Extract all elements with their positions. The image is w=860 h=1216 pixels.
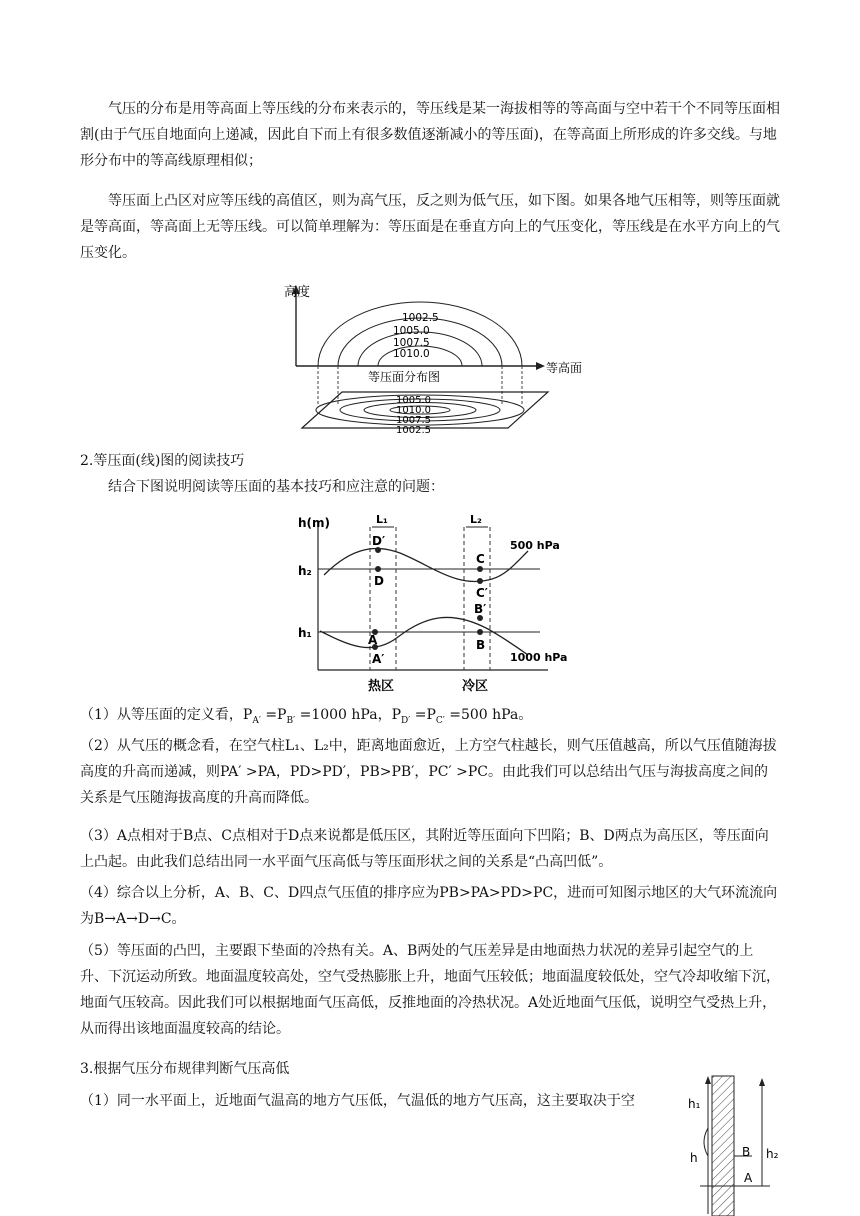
- fig3-h1-label: h₁: [688, 1097, 701, 1111]
- fig2-point-c-prime: C′: [476, 586, 488, 600]
- fig2-point-a: A: [368, 633, 378, 647]
- fig2-1000hpa-curve: [320, 617, 528, 655]
- fig2-500hpa-curve: [324, 548, 528, 581]
- fig2-cold-zone-label: 冷区: [462, 679, 489, 694]
- fig1-arc-label-2: 1005.0: [393, 325, 430, 337]
- paragraph-convex-high: 等压面上凸区对应等压线的高值区，则为高气压，反之则为低气压，如下图。如果各地气压相等，则等压面就是等高面，等高面上无等压线。可以简单理解为：等压面是在垂直方向上的气压变化，等压线是在水平方向上的气压变化。: [80, 193, 780, 261]
- fig2-point-d-prime: D′: [372, 534, 386, 548]
- isobaric-surface-figure: [262, 280, 592, 436]
- fig1-ring-label-1: 1005.0: [396, 395, 431, 406]
- fig1-y-label: 高度: [284, 285, 311, 300]
- fig2-l1-label: L₁: [376, 513, 388, 526]
- fig2-y-label: h(m): [298, 516, 331, 530]
- paragraph-figure-intro: 结合下图说明阅读等压面的基本技巧和应注意的问题：: [108, 479, 444, 495]
- paragraph-isobar-definition: 气压的分布是用等高面上等压线的分布来表示的，等压线是某一海拔相等的等高面与空中若干个不同等压面相割(由于气压自地面向上递减，因此自下而上有很多数值逐渐减小的等压面)，在等高面上所形成的许多交线。与地形分布中的等高线原理相似；: [80, 101, 780, 169]
- item-4: （4）综合以上分析，A、B、C、D四点气压值的排序应为PB>PA>PD>PC，进而可知图示地区的大气环流流向为B→A→D→C。: [80, 885, 778, 927]
- item-2: （2）从气压的概念看，在空气柱L₁、L₂中，距离地面愈近，上方空气柱越长，则气压值越高，所以气压值随海拔高度的升高而递减，则PA′ >PA，PD>PD′，PB>PB′，PC′ >PC。由此我们可以总结出气压与海拔高度之间的关系是气压随海拔高度的升高而降低。: [80, 738, 777, 806]
- fig3-b-label: B: [742, 1145, 751, 1159]
- fig2-point-c: C: [476, 552, 485, 566]
- fig2-h1-label: h₁: [298, 626, 312, 640]
- fig2-point-a-prime: A′: [372, 652, 385, 666]
- isobaric-reading-figure: [292, 505, 582, 695]
- item-3: （3）A点相对于B点、C点相对于D点来说都是低压区，其附近等压面向下凹陷；B、D两点为高压区，等压面向上凸起。由此我们总结出同一水平面气压高低与等压面形状之间的关系是“凸高凹低”。: [80, 828, 769, 870]
- fig3-h2-label: h₂: [766, 1147, 779, 1161]
- fig2-500hpa-label: 500 hPa: [510, 539, 560, 552]
- fig1-arc-label-1: 1002.5: [402, 312, 439, 324]
- fig1-ring-label-2: 1010.0: [396, 405, 431, 416]
- fig2-h2-label: h₂: [298, 564, 312, 578]
- item-1: （1）从等压面的定义看，$P_{A'} =P_{B'} =1000$ hPa，$P_{D'} =P_{C'} =500$ hPa。: [80, 707, 533, 726]
- section-heading-3: 3.根据气压分布规律判断气压高低: [80, 1061, 290, 1077]
- fig2-1000hpa-label: 1000 hPa: [510, 651, 568, 664]
- fig1-arc-label-3: 1007.5: [393, 337, 430, 349]
- fig2-point-b: B: [476, 638, 486, 652]
- fig1-x-label: 等高面: [546, 361, 583, 375]
- section-heading-2: 2.等压面(线)图的阅读技巧: [80, 453, 245, 469]
- item-6: （1）同一水平面上，近地面气温高的地方气压低，气温低的地方气压高，这主要取决于空: [80, 1093, 635, 1109]
- fig1-arc-label-4: 1010.0: [393, 348, 430, 360]
- fig3-a-label: A: [744, 1171, 753, 1185]
- fig2-point-d: D: [374, 574, 384, 588]
- fig2-hot-zone-label: 热区: [368, 679, 395, 694]
- fig2-l2-label: L₂: [470, 513, 482, 526]
- item-5: （5）等压面的凸凹，主要跟下垫面的冷热有关。A、B两处的气压差异是由地面热力状况的差异引起空气的上升、下沉运动所致。地面温度较高处，空气受热膨胀上升，地面气压较低；地面温度较低处，空气冷却收缩下沉，地面气压较高。因此我们可以根据地面气压高低，反推地面的冷热状况。A处近地面气压低，说明空气受热上升，从而得出该地面温度较高的结论。: [80, 943, 780, 1037]
- fig1-caption: 等压面分布图: [368, 370, 441, 384]
- fig1-ring-label-4: 1002.5: [396, 425, 431, 436]
- air-column-figure: [680, 1076, 790, 1216]
- fig3-h-label: h: [690, 1151, 698, 1165]
- fig1-ring-label-3: 1007.5: [396, 415, 431, 426]
- fig2-point-b-prime: B′: [474, 602, 487, 616]
